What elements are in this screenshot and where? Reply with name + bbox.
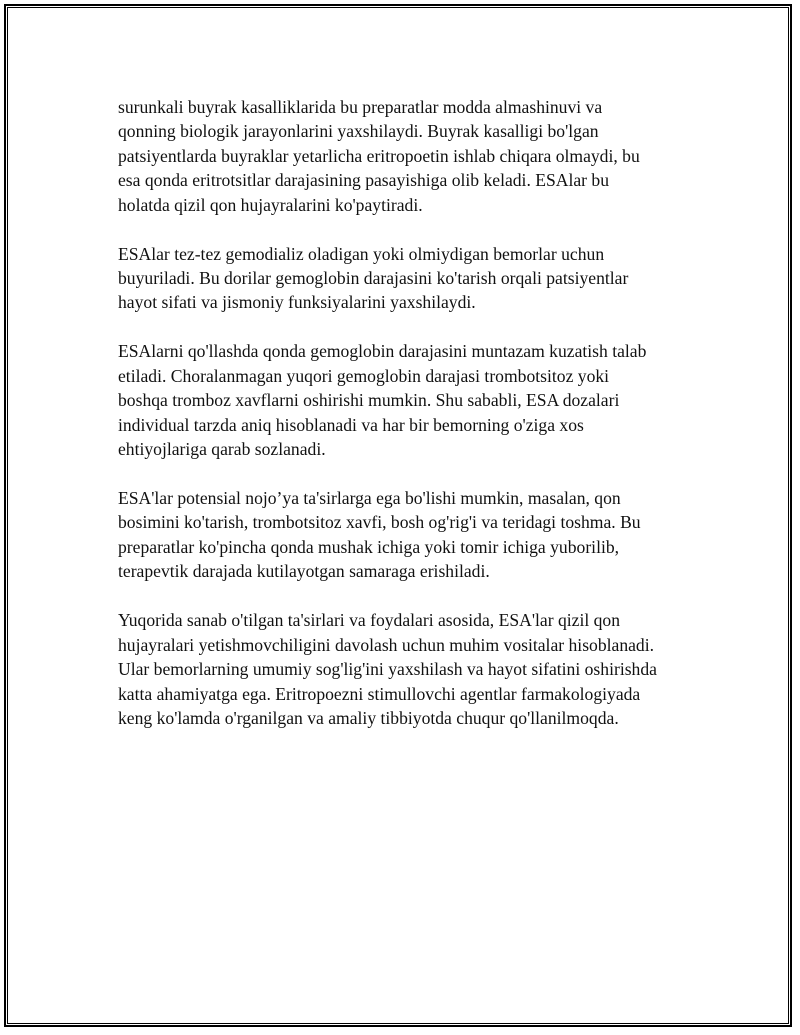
- text-line: boshqa tromboz xavflarni oshirishi mumkin. Shu sababli, ESA dozalari: [118, 390, 620, 411]
- text-line: katta ahamiyatga ega. Eritropoezni stimullovchi agentlar farmakologiyada: [118, 683, 641, 704]
- text-line: preparatlar ko'pincha qonda mushak ichiga yoki tomir ichiga yuborilib,: [118, 536, 620, 557]
- text-line: ESA'lar potensial nojo’ya ta'sirlarga ega bo'lishi mumkin, masalan, qon: [118, 488, 621, 509]
- text-line: Ular bemorlarning umumiy sog'lig'ini yaxshilash va hayot sifatini oshirishda: [118, 659, 657, 680]
- text-line: ESAlarni qo'llashda qonda gemoglobin darajasini muntazam kuzatish talab: [118, 341, 647, 362]
- document-page: [4, 4, 792, 1027]
- text-line: buyuriladi. Bu dorilar gemoglobin darajasini ko'tarish orqali patsiyentlar: [118, 268, 629, 289]
- text-line: ESAlar tez-tez gemodializ oladigan yoki olmiydigan bemorlar uchun: [118, 243, 605, 264]
- paragraph-5: [118, 608, 698, 730]
- paragraph-3: [118, 339, 698, 461]
- text-line: patsiyentlarda buyraklar yetarlicha eritropoetin ishlab chiqara olmaydi, bu: [118, 145, 640, 166]
- text-line: qonning biologik jarayonlarini yaxshilaydi. Buyrak kasalligi bo'lgan: [118, 121, 599, 142]
- text-line: terapevtik darajada kutilayotgan samaraga erishiladi.: [118, 561, 490, 582]
- text-line: keng ko'lamda o'rganilgan va amaliy tibbiyotda chuqur qo'llanilmoqda.: [118, 707, 619, 728]
- text-line: hujayralari yetishmovchiligini davolash uchun muhim vositalar hisoblanadi.: [118, 634, 655, 655]
- text-line: individual tarzda aniq hisoblanadi va har bir bemorning o'ziga xos: [118, 414, 584, 435]
- text-line: Yuqorida sanab o'tilgan ta'sirlari va foydalari asosida, ESA'lar qizil qon: [118, 610, 621, 631]
- text-line: holatda qizil qon hujayralarini ko'paytiradi.: [118, 194, 423, 215]
- paragraph-1: [118, 95, 698, 217]
- text-line: etiladi. Choralanmagan yuqori gemoglobin darajasi trombotsitoz yoki: [118, 365, 610, 386]
- text-line: ehtiyojlariga qarab sozlanadi.: [118, 439, 326, 460]
- paragraph-4: [118, 486, 698, 584]
- paragraph-2: [118, 242, 698, 315]
- text-line: hayot sifati va jismoniy funksiyalarini yaxshilaydi.: [118, 292, 476, 313]
- text-line: surunkali buyrak kasalliklarida bu preparatlar modda almashinuvi va: [118, 97, 603, 117]
- document-body: [118, 95, 698, 755]
- text-line: esa qonda eritrotsitlar darajasining pasayishiga olib keladi. ESAlar bu: [118, 170, 610, 191]
- text-line: bosimini ko'tarish, trombotsitoz xavfi, bosh og'rig'i va teridagi toshma. Bu: [118, 512, 641, 533]
